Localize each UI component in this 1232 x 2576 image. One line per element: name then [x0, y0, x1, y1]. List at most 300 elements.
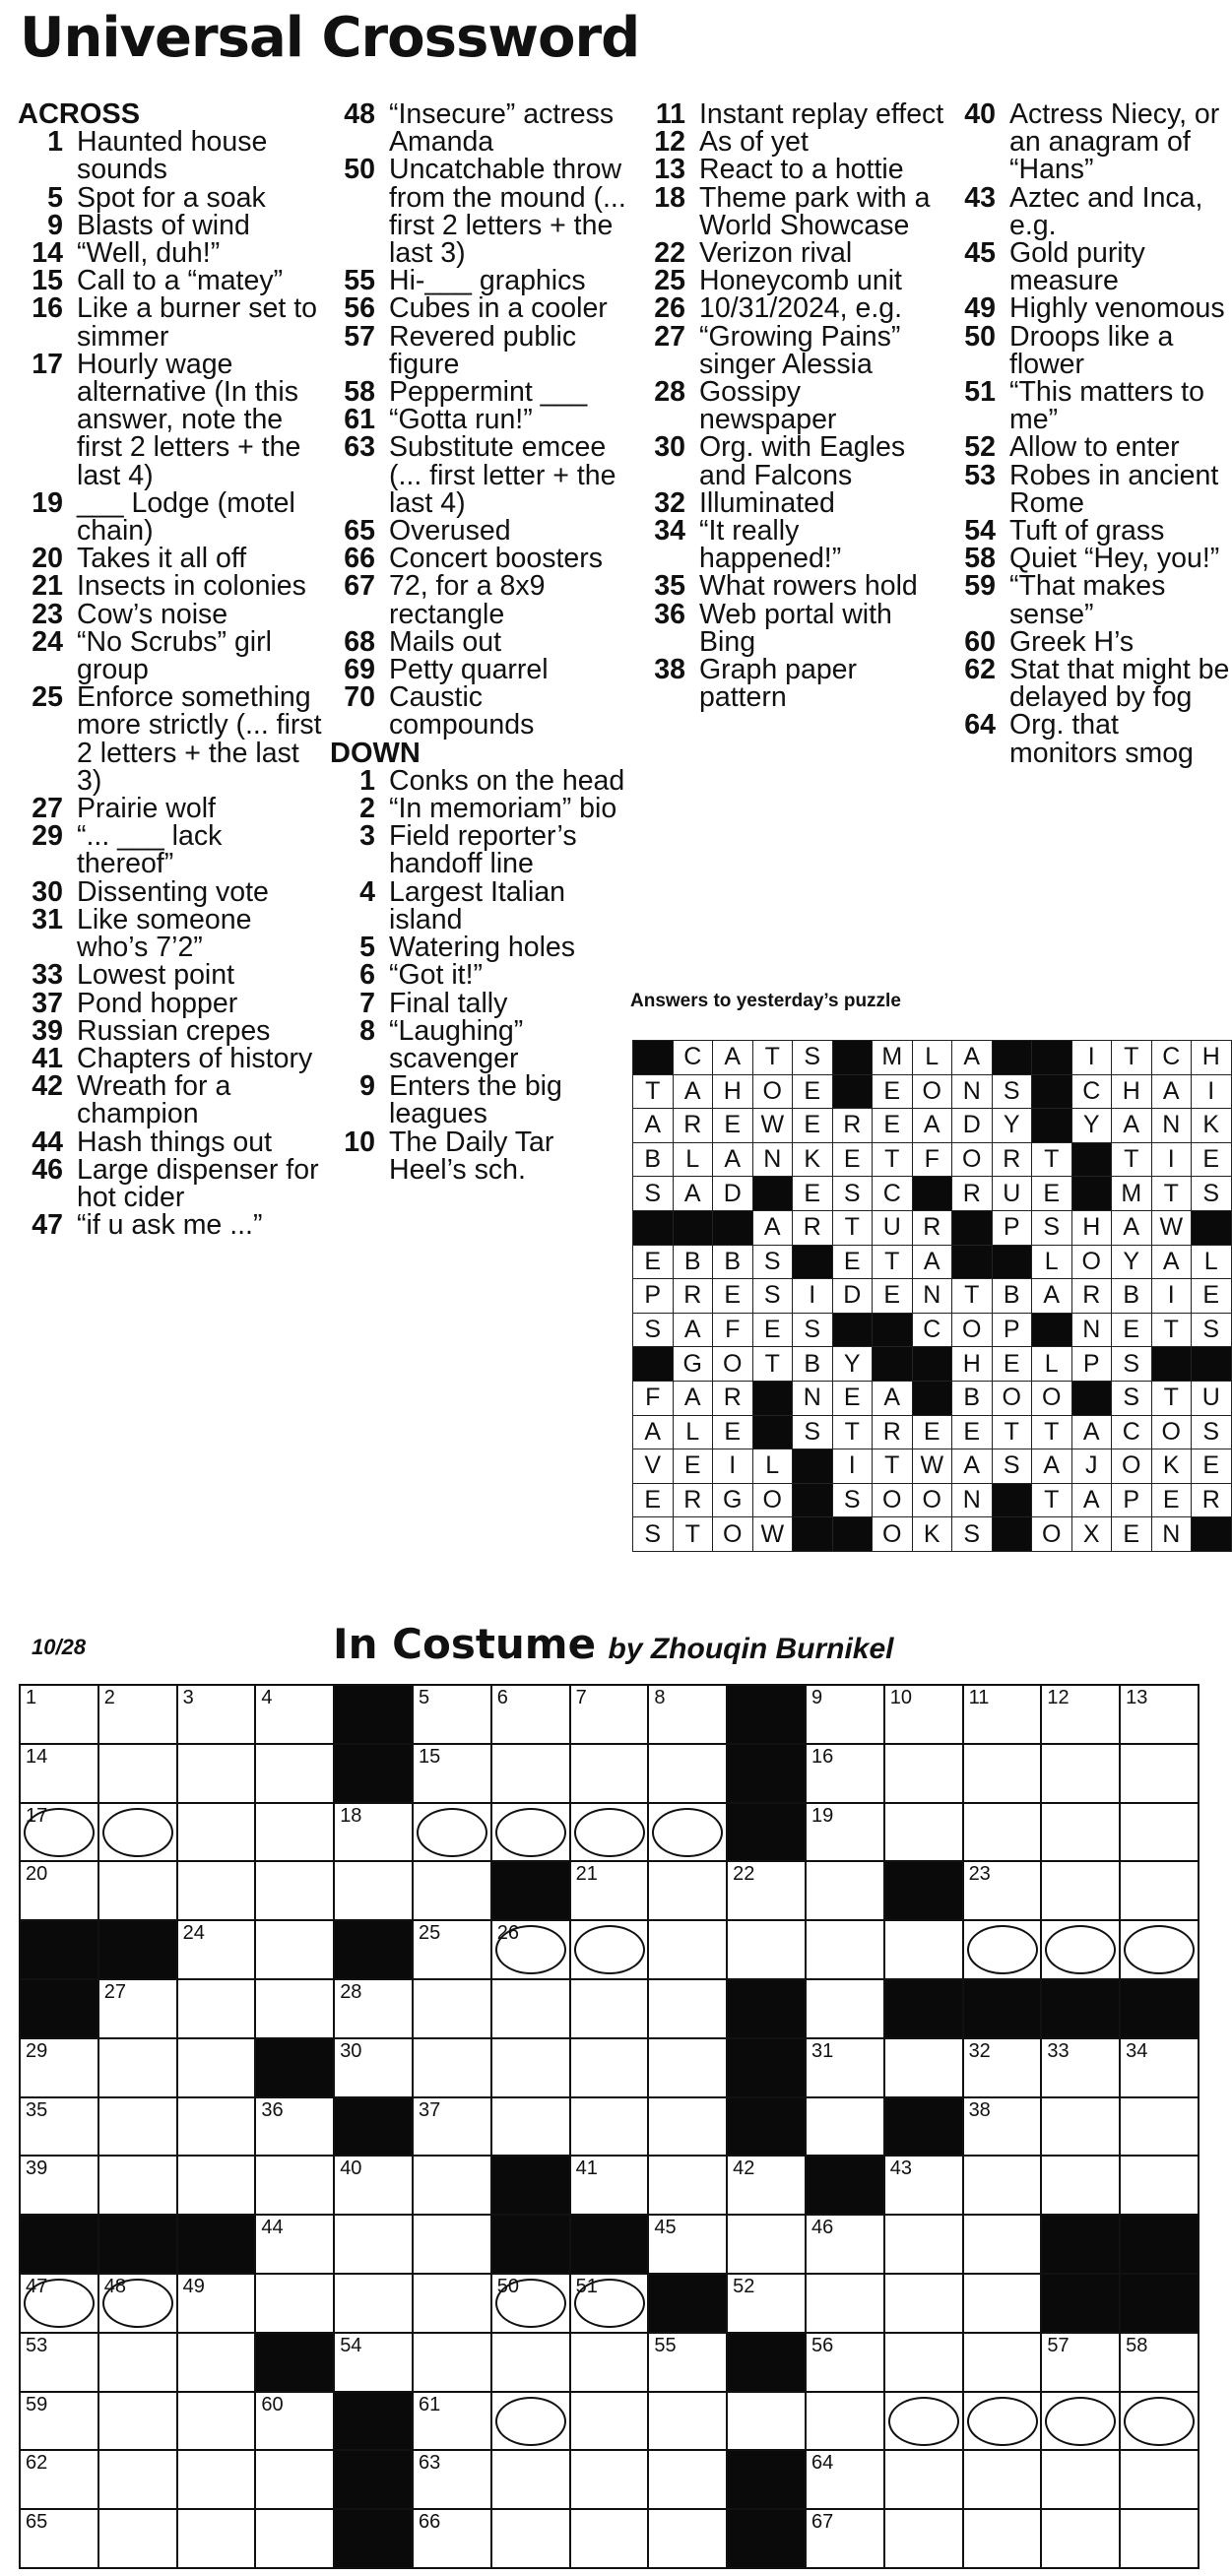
- answer-cell: R: [673, 1279, 713, 1314]
- clue-number: 22: [654, 237, 685, 270]
- grid-cell[interactable]: [648, 1803, 727, 1862]
- answer-cell: O: [713, 1517, 753, 1552]
- grid-cell[interactable]: [255, 1685, 334, 1744]
- grid-cell[interactable]: [98, 1685, 177, 1744]
- grid-cell[interactable]: [177, 2274, 256, 2333]
- clue-number: 66: [344, 543, 375, 575]
- clue: [18, 1014, 323, 1047]
- grid-cell[interactable]: [177, 2450, 256, 2509]
- grid-cell[interactable]: [1120, 1744, 1199, 1803]
- grid-cell[interactable]: [334, 1861, 413, 1920]
- clue-text: Graph paper pattern: [699, 654, 858, 714]
- answer-black-square: [1032, 1109, 1072, 1143]
- clue: [640, 100, 945, 128]
- grid-cell[interactable]: [334, 2274, 413, 2333]
- grid-cell[interactable]: [1120, 2509, 1199, 2568]
- grid-cell[interactable]: [884, 2392, 963, 2451]
- grid-cell[interactable]: [963, 1920, 1042, 1979]
- clue-text: “Gotta run!”: [389, 404, 533, 436]
- grid-cell[interactable]: [648, 1685, 727, 1744]
- grid-cell[interactable]: [20, 1803, 98, 1862]
- grid-cell[interactable]: [570, 1979, 649, 2038]
- grid-cell[interactable]: [20, 2156, 98, 2215]
- grid-cell[interactable]: [413, 1803, 491, 1862]
- grid-cell[interactable]: [1041, 2509, 1120, 2568]
- answer-black-square: [1032, 1074, 1072, 1109]
- black-square: [20, 1979, 98, 2038]
- grid-cell[interactable]: [1120, 1920, 1199, 1979]
- answer-cell: I: [793, 1279, 833, 1314]
- grid-cell[interactable]: [255, 2450, 334, 2509]
- grid-cell[interactable]: [98, 1861, 177, 1920]
- clue-text: “This matters to me”: [1009, 376, 1204, 436]
- grid-cell[interactable]: [177, 1979, 256, 2038]
- answer-cell: O: [873, 1483, 913, 1517]
- cell-number: 56: [811, 2334, 834, 2356]
- cell-number: 9: [811, 1687, 823, 1708]
- grid-cell[interactable]: [491, 1685, 570, 1744]
- grid-cell[interactable]: [963, 2274, 1042, 2333]
- grid-cell[interactable]: [98, 2038, 177, 2097]
- answer-cell: E: [1112, 1313, 1152, 1347]
- answer-black-square: [992, 1483, 1032, 1517]
- grid-cell[interactable]: [1041, 2450, 1120, 2509]
- clue-number: 59: [964, 570, 996, 603]
- grid-cell[interactable]: [491, 2392, 570, 2451]
- clue-text: Org. with Eagles and Falcons: [699, 431, 906, 491]
- grid-cell[interactable]: [98, 2450, 177, 2509]
- grid-cell[interactable]: [570, 2392, 649, 2451]
- grid-cell[interactable]: [413, 2450, 491, 2509]
- black-square: [570, 2215, 649, 2274]
- grid-cell[interactable]: [413, 1744, 491, 1803]
- grid-cell[interactable]: [727, 2392, 806, 2451]
- black-square: [334, 2450, 413, 2509]
- clue-text: “Laughing” scavenger: [389, 1014, 524, 1074]
- grid-cell[interactable]: [884, 1744, 963, 1803]
- clue: [18, 875, 323, 908]
- grid-cell[interactable]: [570, 1920, 649, 1979]
- grid-cell[interactable]: [413, 2392, 491, 2451]
- answer-cell: O: [1112, 1449, 1152, 1484]
- grid-cell[interactable]: [334, 2156, 413, 2215]
- grid-cell[interactable]: [98, 2333, 177, 2392]
- grid-cell[interactable]: [806, 2215, 884, 2274]
- cell-number: 65: [26, 2511, 48, 2534]
- clue-number: 50: [964, 320, 996, 353]
- grid-cell[interactable]: [177, 2509, 256, 2568]
- answer-black-square: [752, 1381, 793, 1415]
- grid-cell[interactable]: [570, 2333, 649, 2392]
- grid-cell[interactable]: [1120, 1803, 1199, 1862]
- grid-cell[interactable]: [20, 2274, 98, 2333]
- cell-number: 43: [889, 2157, 913, 2180]
- answer-cell: O: [752, 1483, 793, 1517]
- grid-cell[interactable]: [413, 1685, 491, 1744]
- grid-cell[interactable]: [884, 2450, 963, 2509]
- grid-cell[interactable]: [570, 1803, 649, 1862]
- grid-cell[interactable]: [648, 2156, 727, 2215]
- grid-cell[interactable]: [570, 1685, 649, 1744]
- grid-cell[interactable]: [20, 2392, 98, 2451]
- answer-cell: P: [992, 1313, 1032, 1347]
- grid-cell[interactable]: [1041, 2097, 1120, 2157]
- clue: [950, 625, 1231, 658]
- grid-cell[interactable]: [413, 2509, 491, 2568]
- grid-cell[interactable]: [648, 1861, 727, 1920]
- grid-cell[interactable]: [98, 2509, 177, 2568]
- clue-text: Honeycomb unit: [699, 265, 902, 297]
- grid-cell[interactable]: [1120, 2392, 1199, 2451]
- grid-cell[interactable]: [98, 2097, 177, 2157]
- answer-cell: Y: [992, 1109, 1032, 1143]
- grid-cell[interactable]: [98, 1744, 177, 1803]
- grid-cell[interactable]: [1041, 1803, 1120, 1862]
- cell-number: 37: [418, 2098, 441, 2121]
- grid-cell[interactable]: [884, 2509, 963, 2568]
- grid-cell[interactable]: [648, 2038, 727, 2097]
- grid-cell[interactable]: [806, 2097, 884, 2157]
- grid-cell[interactable]: [963, 2156, 1042, 2215]
- answer-cell: A: [633, 1415, 674, 1449]
- clue: [18, 292, 323, 353]
- clue: [950, 517, 1231, 545]
- clue-text: Russian crepes: [77, 1014, 271, 1047]
- answer-cell: R: [1192, 1483, 1232, 1517]
- circle-marker: [574, 1808, 645, 1857]
- grid-cell[interactable]: [727, 1861, 806, 1920]
- clue-number: 62: [964, 654, 996, 686]
- cell-number: 26: [496, 1922, 520, 1945]
- clue-number: 35: [654, 570, 685, 603]
- grid-cell[interactable]: [1041, 1685, 1120, 1744]
- grid-cell[interactable]: [570, 2450, 649, 2509]
- grid-cell[interactable]: [177, 2392, 256, 2451]
- across-heading: ACROSS: [18, 98, 141, 130]
- grid-cell[interactable]: [413, 2038, 491, 2097]
- grid-cell[interactable]: [963, 1744, 1042, 1803]
- answer-cell: R: [793, 1210, 833, 1245]
- clue-text: Blasts of wind: [77, 209, 250, 241]
- grid-cell[interactable]: [98, 2156, 177, 2215]
- grid-cell[interactable]: [413, 2156, 491, 2215]
- clue-number: 20: [32, 543, 63, 575]
- answers-label: Answers to yesterday’s puzzle: [630, 991, 901, 1011]
- grid-cell[interactable]: [963, 2509, 1042, 2568]
- grid-cell[interactable]: [727, 2215, 806, 2274]
- answer-black-square: [1192, 1347, 1232, 1382]
- grid-cell[interactable]: [413, 1861, 491, 1920]
- black-square: [727, 2038, 806, 2097]
- cell-number: 54: [340, 2334, 362, 2356]
- grid-cell[interactable]: [20, 1744, 98, 1803]
- grid-cell[interactable]: [884, 2333, 963, 2392]
- grid-cell[interactable]: [98, 2392, 177, 2451]
- grid-cell[interactable]: [727, 2274, 806, 2333]
- grid-cell[interactable]: [806, 1920, 884, 1979]
- answer-cell: L: [1032, 1347, 1072, 1382]
- answer-cell: W: [752, 1517, 793, 1552]
- grid-cell[interactable]: [255, 1920, 334, 1979]
- grid-cell[interactable]: [648, 2392, 727, 2451]
- grid-cell[interactable]: [98, 2274, 177, 2333]
- answer-cell: H: [713, 1074, 753, 1109]
- grid-cell[interactable]: [884, 1685, 963, 1744]
- grid-cell[interactable]: [177, 1803, 256, 1862]
- clue-column-1: [18, 98, 323, 1242]
- grid-cell[interactable]: [963, 2450, 1042, 2509]
- grid-cell[interactable]: [1120, 1685, 1199, 1744]
- grid-cell[interactable]: [648, 1979, 727, 2038]
- grid-cell[interactable]: [334, 1803, 413, 1862]
- grid-cell[interactable]: [177, 2333, 256, 2392]
- cell-number: 50: [496, 2275, 520, 2297]
- grid-cell[interactable]: [20, 1685, 98, 1744]
- grid-cell[interactable]: [884, 1803, 963, 1862]
- grid-cell[interactable]: [727, 2156, 806, 2215]
- grid-cell[interactable]: [255, 1803, 334, 1862]
- answer-cell: A: [1151, 1074, 1192, 1109]
- grid-cell[interactable]: [806, 1803, 884, 1862]
- grid-cell[interactable]: [648, 1744, 727, 1803]
- clue: [950, 459, 1231, 519]
- clue-text: Greek H’s: [1009, 625, 1135, 658]
- grid-cell[interactable]: [20, 2333, 98, 2392]
- grid-cell[interactable]: [570, 2038, 649, 2097]
- grid-cell[interactable]: [413, 2097, 491, 2157]
- answer-cell: I: [713, 1449, 753, 1484]
- grid-cell[interactable]: [963, 2215, 1042, 2274]
- grid-cell[interactable]: [806, 2333, 884, 2392]
- clue: [330, 1014, 630, 1074]
- black-square: [1041, 2215, 1120, 2274]
- answer-cell: W: [1151, 1210, 1192, 1245]
- answer-cell: A: [1112, 1210, 1152, 1245]
- grid-cell[interactable]: [963, 2392, 1042, 2451]
- grid-cell[interactable]: [1041, 2333, 1120, 2392]
- grid-cell[interactable]: [570, 1861, 649, 1920]
- grid-cell[interactable]: [1120, 1861, 1199, 1920]
- answer-cell: T: [952, 1279, 993, 1314]
- grid-cell[interactable]: [806, 1979, 884, 2038]
- answer-cell: S: [633, 1517, 674, 1552]
- cell-number: 48: [103, 2275, 127, 2297]
- grid-cell[interactable]: [413, 2333, 491, 2392]
- clue: [330, 404, 630, 436]
- clue: [18, 1042, 323, 1074]
- answer-black-square: [793, 1245, 833, 1279]
- grid-cell[interactable]: [963, 2333, 1042, 2392]
- grid-cell[interactable]: [255, 2097, 334, 2157]
- grid-cell[interactable]: [963, 1803, 1042, 1862]
- grid-cell[interactable]: [648, 1920, 727, 1979]
- grid-cell[interactable]: [255, 2509, 334, 2568]
- clue: [18, 683, 323, 795]
- grid-cell[interactable]: [334, 2215, 413, 2274]
- grid-cell[interactable]: [255, 1744, 334, 1803]
- grid-cell[interactable]: [20, 2038, 98, 2097]
- clue-number: 11: [655, 98, 685, 130]
- grid-cell[interactable]: [20, 2450, 98, 2509]
- grid-cell[interactable]: [648, 2097, 727, 2157]
- answer-cell: B: [952, 1381, 993, 1415]
- clue: [640, 265, 945, 297]
- grid-cell[interactable]: [806, 2038, 884, 2097]
- answer-black-square: [1032, 1041, 1072, 1075]
- grid-cell[interactable]: [98, 1979, 177, 2038]
- grid-cell[interactable]: [570, 2097, 649, 2157]
- cell-number: 44: [261, 2217, 284, 2239]
- grid-cell[interactable]: [255, 1861, 334, 1920]
- grid-cell[interactable]: [491, 1920, 570, 1979]
- grid-cell[interactable]: [177, 2156, 256, 2215]
- grid-cell[interactable]: [20, 1861, 98, 1920]
- grid-cell[interactable]: [491, 1744, 570, 1803]
- cell-number: 47: [26, 2275, 48, 2297]
- black-square: [491, 2215, 570, 2274]
- grid-cell[interactable]: [1120, 2038, 1199, 2097]
- answer-cell: T: [1151, 1313, 1192, 1347]
- clue-text: “It really happened!”: [699, 515, 842, 575]
- grid-cell[interactable]: [884, 1920, 963, 1979]
- grid-cell[interactable]: [963, 1685, 1042, 1744]
- grid-cell[interactable]: [413, 1979, 491, 2038]
- cell-number: 64: [811, 2452, 834, 2475]
- answer-cell: I: [832, 1449, 873, 1484]
- grid-cell[interactable]: [570, 2156, 649, 2215]
- grid-cell[interactable]: [491, 1803, 570, 1862]
- grid-cell[interactable]: [963, 1861, 1042, 1920]
- grid-cell[interactable]: [255, 2392, 334, 2451]
- answer-cell: X: [1071, 1517, 1112, 1552]
- grid-cell[interactable]: [491, 2450, 570, 2509]
- answer-black-square: [793, 1449, 833, 1484]
- grid-cell[interactable]: [177, 1685, 256, 1744]
- clue-text: “Well, duh!”: [77, 237, 221, 270]
- grid-cell[interactable]: [1041, 1744, 1120, 1803]
- grid-cell[interactable]: [884, 2274, 963, 2333]
- grid-cell[interactable]: [1120, 2333, 1199, 2392]
- grid-cell[interactable]: [806, 2509, 884, 2568]
- grid-cell[interactable]: [177, 2038, 256, 2097]
- grid-cell[interactable]: [1120, 2450, 1199, 2509]
- clue-text: Enters the big leagues: [389, 1070, 562, 1130]
- grid-cell[interactable]: [570, 2509, 649, 2568]
- grid-cell[interactable]: [413, 2215, 491, 2274]
- grid-cell[interactable]: [806, 2450, 884, 2509]
- grid-cell[interactable]: [1041, 1920, 1120, 1979]
- cell-number: 34: [1126, 2039, 1148, 2062]
- grid-cell[interactable]: [1041, 2392, 1120, 2451]
- answer-cell: T: [673, 1517, 713, 1552]
- grid-cell[interactable]: [20, 2509, 98, 2568]
- grid-cell[interactable]: [177, 1920, 256, 1979]
- grid-cell[interactable]: [806, 2274, 884, 2333]
- clue-number: 8: [359, 1014, 375, 1047]
- grid-cell[interactable]: [491, 2333, 570, 2392]
- grid-cell[interactable]: [963, 2038, 1042, 2097]
- grid-cell[interactable]: [1041, 1861, 1120, 1920]
- grid-cell[interactable]: [491, 2038, 570, 2097]
- answer-cell: E: [752, 1313, 793, 1347]
- grid-cell[interactable]: [648, 2450, 727, 2509]
- grid-cell[interactable]: [255, 2215, 334, 2274]
- clue-text: Chapters of history: [77, 1042, 313, 1074]
- grid-cell[interactable]: [648, 2333, 727, 2392]
- grid-cell[interactable]: [491, 2509, 570, 2568]
- grid-cell[interactable]: [806, 1861, 884, 1920]
- black-square: [177, 2215, 256, 2274]
- clue-number: 30: [654, 431, 685, 464]
- cell-number: 27: [103, 1980, 127, 2003]
- clue-number: 32: [654, 486, 685, 519]
- answer-cell: C: [1112, 1415, 1152, 1449]
- answer-cell: O: [1071, 1245, 1112, 1279]
- clue-text: Web portal with Bing: [699, 598, 892, 658]
- clue-text: “if u ask me ...”: [77, 1209, 263, 1242]
- grid-cell[interactable]: [806, 1744, 884, 1803]
- black-square: [727, 1803, 806, 1862]
- answer-cell: A: [673, 1313, 713, 1347]
- grid-cell[interactable]: [177, 2097, 256, 2157]
- answer-cell: B: [1112, 1279, 1152, 1314]
- grid-cell[interactable]: [413, 2274, 491, 2333]
- grid-cell[interactable]: [491, 1979, 570, 2038]
- grid-cell[interactable]: [806, 2392, 884, 2451]
- grid-cell[interactable]: [491, 2274, 570, 2333]
- grid-cell[interactable]: [255, 2156, 334, 2215]
- answer-cell: S: [793, 1313, 833, 1347]
- grid-cell[interactable]: [334, 1979, 413, 2038]
- clue: [330, 1128, 630, 1184]
- grid-cell[interactable]: [177, 1744, 256, 1803]
- grid-cell[interactable]: [963, 2097, 1042, 2157]
- grid-cell[interactable]: [413, 1920, 491, 1979]
- grid-cell[interactable]: [884, 2215, 963, 2274]
- cell-number: 6: [496, 1687, 508, 1708]
- grid-cell[interactable]: [884, 2038, 963, 2097]
- cell-number: 58: [1126, 2334, 1148, 2356]
- grid-cell[interactable]: [334, 2333, 413, 2392]
- grid-cell[interactable]: [1041, 2156, 1120, 2215]
- grid-cell[interactable]: [648, 2215, 727, 2274]
- grid-cell[interactable]: [491, 2097, 570, 2157]
- grid-cell[interactable]: [334, 2038, 413, 2097]
- grid-cell[interactable]: [884, 2156, 963, 2215]
- grid-cell[interactable]: [570, 1744, 649, 1803]
- circle-marker: [1124, 1925, 1195, 1974]
- grid-cell[interactable]: [648, 2509, 727, 2568]
- clue-column-3: [640, 98, 945, 714]
- grid-cell[interactable]: [98, 1803, 177, 1862]
- black-square: [255, 2333, 334, 2392]
- grid-cell[interactable]: [255, 2274, 334, 2333]
- grid-cell[interactable]: [177, 1861, 256, 1920]
- circle-marker: [102, 1808, 173, 1857]
- grid-cell[interactable]: [806, 1685, 884, 1744]
- grid-cell[interactable]: [255, 1979, 334, 2038]
- answer-cell: D: [713, 1177, 753, 1211]
- clue: [330, 265, 630, 297]
- clue-text: Conks on the head: [389, 764, 625, 797]
- grid-cell[interactable]: [1120, 2097, 1199, 2157]
- grid-cell[interactable]: [727, 1920, 806, 1979]
- grid-cell[interactable]: [20, 2097, 98, 2157]
- grid-cell[interactable]: [1120, 2156, 1199, 2215]
- grid-cell[interactable]: [570, 2274, 649, 2333]
- answer-black-square: [1192, 1210, 1232, 1245]
- grid-cell[interactable]: [1041, 2038, 1120, 2097]
